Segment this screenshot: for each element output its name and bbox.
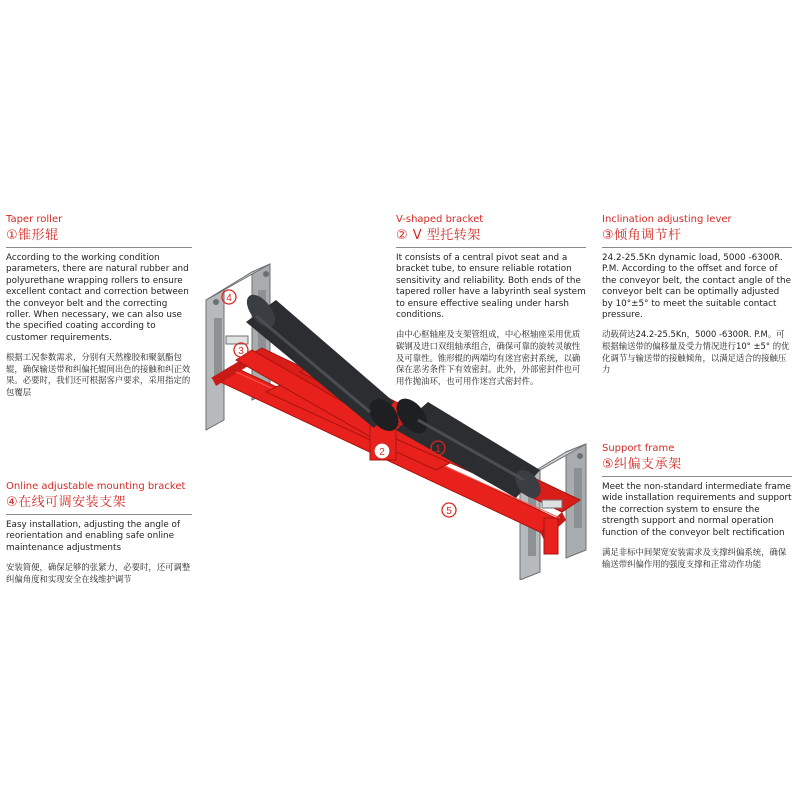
section-support-frame bbox=[602, 443, 792, 570]
mounting-bracket-cn-title: ④在线可调安装支架 bbox=[6, 495, 127, 510]
inclination-lever-body-en: 24.2-25.5Kn dynamic load, 5000 -6300R. P.M. According to the offset and force of the conveyor belt, the contact angle of the conveyor belt can be optimally adjusted by 10°±5° to meet the suitable contact pressure. bbox=[602, 253, 791, 321]
callout-1: 1 bbox=[435, 444, 441, 455]
mounting-bracket-body-en: Easy installation, adjusting the angle of reorientation and enabling safe online maintenance adjustments bbox=[6, 520, 181, 553]
callout-4: 4 bbox=[226, 293, 232, 304]
callout-3: 3 bbox=[238, 346, 244, 357]
callout-5: 5 bbox=[446, 506, 452, 517]
support-frame-body-cn: 满足非标中间架宽安装需求及支撑纠偏系统，确保输送带纠偏作用的强度支撑和正常动作功能 bbox=[602, 547, 787, 569]
v-bracket-cn-title: ② V 型托转架 bbox=[396, 228, 481, 243]
section-mounting-bracket bbox=[6, 481, 192, 585]
v-bracket-body-en: It consists of a central pivot seat and a bracket tube, to ensure reliable rotation sensitivity and reliability. Both ends of the tapered roller have a labyrinth seal system to ensure effective sealing under harsh conditions. bbox=[396, 253, 586, 321]
taper-roller-body-cn: 根据工况参数需求，分别有天然橡胶和聚氨酯包辊，确保输送带和纠偏托辊间出色的接触和纠正效果。必要时，我们还可根据客户要求，采用指定的包覆层 bbox=[6, 352, 191, 398]
section-inclination-lever bbox=[602, 214, 792, 376]
v-bracket-body-cn: 由中心枢轴座及支架管组成，中心枢轴座采用优质碳钢及进口双组轴承组合，确保可靠的旋转灵敏性及可靠性。锥形辊的两端均有迷宫密封系统，以确保在恶劣条件下有效密封。此外，外部密封件也可用作抛油环，也可用作迷宫式密封件。 bbox=[396, 329, 581, 386]
taper-roller-en-title: Taper roller bbox=[6, 214, 63, 225]
support-frame-body-en: Meet the non-standard intermediate frame wide installation requirements and support the correction system to ensure the strength support and normal operation function of the conveyor belt rectification bbox=[602, 482, 792, 538]
inclination-lever-cn-title: ③倾角调节杆 bbox=[602, 228, 682, 243]
mounting-bracket-divider bbox=[6, 514, 192, 515]
conveyor-idler-illustration bbox=[196, 262, 592, 580]
support-frame-en-title: Support frame bbox=[602, 443, 675, 454]
section-taper-roller bbox=[6, 214, 192, 399]
taper-roller-divider bbox=[6, 247, 192, 248]
support-frame-divider bbox=[602, 476, 792, 477]
inclination-lever-divider bbox=[602, 247, 792, 248]
v-bracket-divider bbox=[396, 247, 586, 248]
mounting-bracket-en-title: Online adjustable mounting bracket bbox=[6, 481, 186, 492]
support-frame-cn-title: ⑤纠偏支承架 bbox=[602, 457, 682, 472]
inclination-lever-en-title: Inclination adjusting lever bbox=[602, 214, 732, 225]
inclination-lever-body-cn: 动载荷达24.2-25.5Kn，5000 -6300R. P.M。可根据输送带的偏移量及受力情况进行10° ±5° 的优化调节与输送带的接触倾角，以满足适合的接触压力 bbox=[602, 329, 790, 375]
mounting-bracket-body-cn: 安装简便，确保足够的张紧力，必要时，还可调整纠偏角度和实现安全在线维护调节 bbox=[6, 562, 191, 584]
callout-2: 2 bbox=[379, 447, 385, 458]
red-support-frame bbox=[212, 348, 580, 540]
taper-roller-cn-title: ①锥形辊 bbox=[6, 228, 59, 243]
v-bracket-en-title: V-shaped bracket bbox=[396, 214, 484, 225]
taper-roller-body-en: According to the working condition parameters, there are natural rubber and polyurethane wrapping rollers to ensure excellent contact and correction between the conveyor belt and the correcting roller. When necessary, we can also use the specified coating according to customer requirements. bbox=[6, 253, 189, 343]
